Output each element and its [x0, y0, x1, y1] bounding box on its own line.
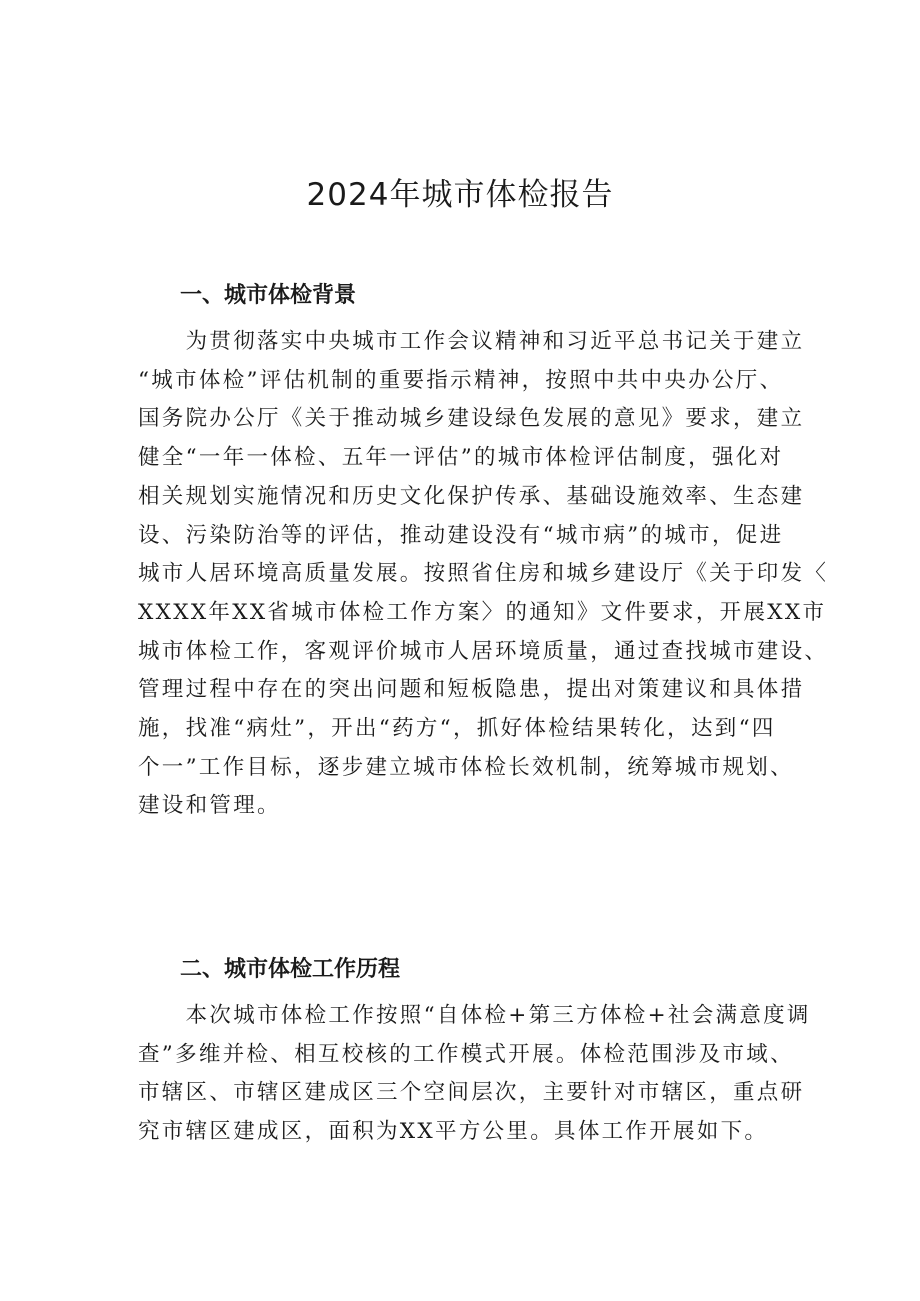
paragraph-line: 市辖区、市辖区建成区三个空间层次，主要针对市辖区，重点研	[138, 1080, 805, 1106]
paragraph-line: 城市体检工作，客观评价城市人居环境质量，通过查找城市建设、	[138, 638, 829, 664]
paragraph-line: 为贯彻落实中央城市工作会议精神和习近平总书记关于建立	[138, 329, 805, 354]
section-paragraph-history	[138, 997, 810, 1152]
paragraph-line: XXXX年XX省城市体检工作方案〉的通知》文件要求，开展XX市	[138, 599, 827, 625]
paragraph-line: 个一”工作目标，逐步建立城市体检长效机制，统筹城市规划、	[138, 754, 794, 780]
paragraph-line: 健全“一年一体检、五年一评估”的城市体检评估制度，强化对	[138, 445, 784, 471]
paragraph-line: 建设和管理。	[138, 793, 281, 819]
paragraph-line: 本次城市体检工作按照“自体检+第三方体检+社会满意度调	[138, 1003, 811, 1028]
paragraph-line: 究市辖区建成区，面积为XX平方公里。具体工作开展如下。	[138, 1119, 769, 1145]
paragraph-line: 设、污染防治等的评估，推动建设没有“城市病”的城市，促进	[138, 522, 784, 548]
document-title: 2024年城市体检报告	[306, 177, 614, 213]
section-heading-history: 二、城市体检工作历程	[180, 957, 401, 982]
paragraph-line: “城市体检”评估机制的重要指示精神，按照中共中央办公厅、	[138, 367, 784, 393]
paragraph-line: 施，找准“病灶”，开出“药方“，抓好体检结果转化，达到“四	[138, 716, 776, 742]
paragraph-line: 相关规划实施情况和历史文化保护传承、基础设施效率、生态建	[138, 483, 805, 509]
section-paragraph-background	[138, 323, 829, 826]
paragraph-line: 查”多维并检、相互校核的工作模式开展。体检范围涉及市域、	[138, 1041, 794, 1067]
section-heading-background: 一、城市体检背景	[180, 283, 357, 308]
paragraph-line: 国务院办公厅《关于推动城乡建设绿色发展的意见》要求，建立	[138, 406, 805, 432]
paragraph-line: 城市人居环境高质量发展。按照省住房和城乡建设厅《关于印发〈	[138, 561, 829, 587]
paragraph-line: 管理过程中存在的突出问题和短板隐患，提出对策建议和具体措	[138, 677, 805, 703]
